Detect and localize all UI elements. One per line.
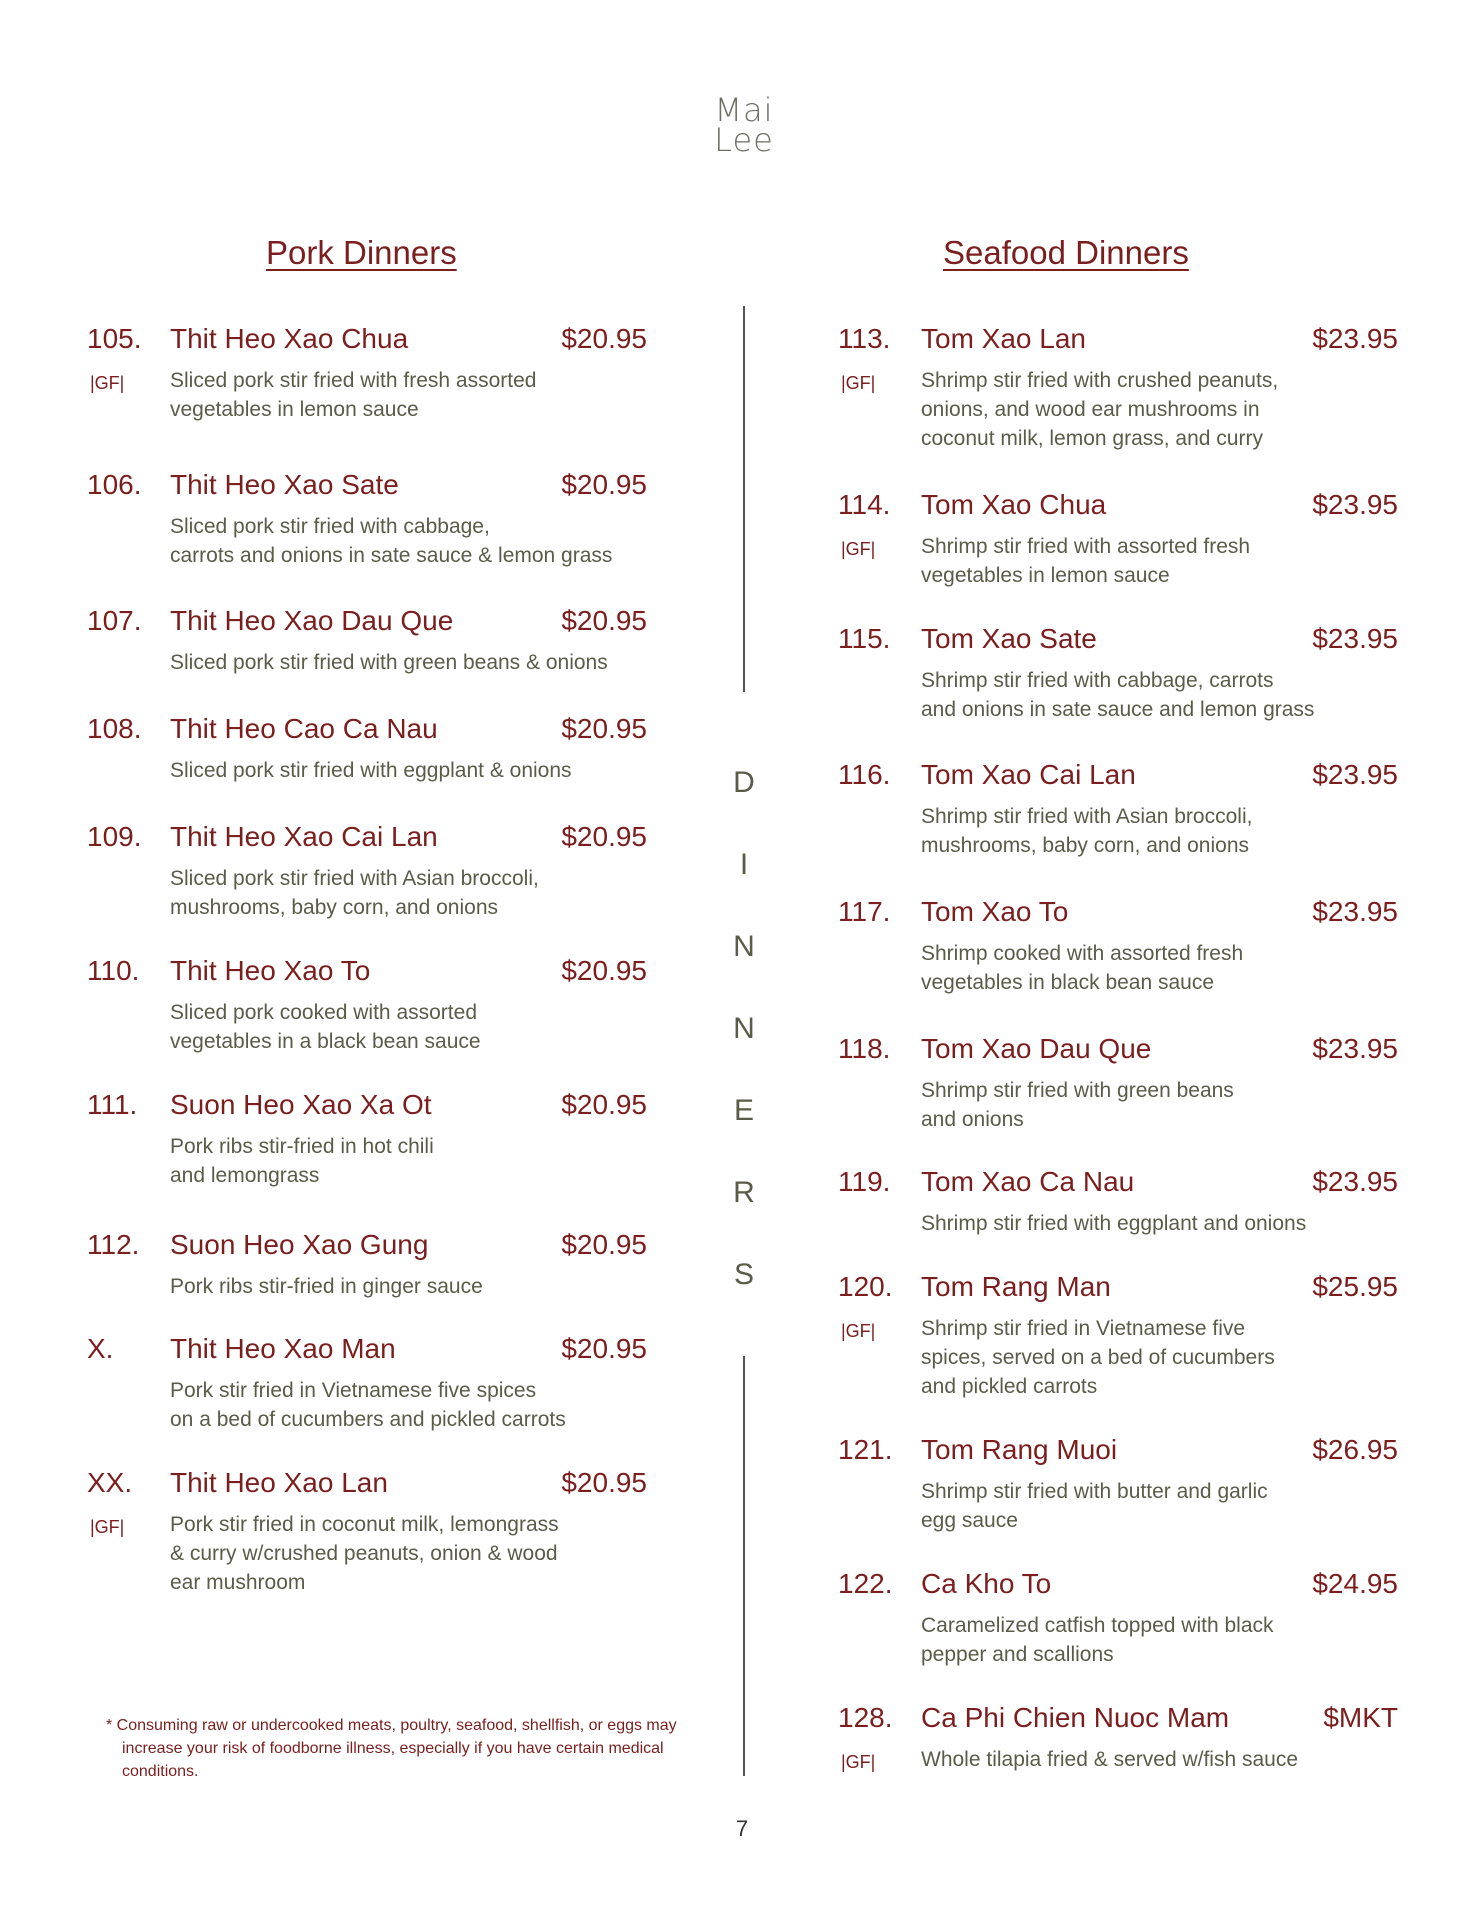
menu-item-description: Shrimp stir fried with eggplant and onions (921, 1212, 1307, 1235)
page-number: 7 (735, 1816, 749, 1841)
menu-item-description: Whole tilapia fried & served w/fish sauce (921, 1748, 1299, 1771)
menu-item-number: 122. (838, 1568, 893, 1599)
menu-item-price: $23.95 (1312, 623, 1398, 654)
gluten-free-badge: |GF| (841, 1321, 876, 1341)
menu-item-price: $20.95 (561, 713, 647, 744)
seafood-section-title: Seafood Dinners (943, 234, 1189, 271)
menu-item-description: Caramelized catfish topped with black pepper and scallions (921, 1614, 1274, 1666)
menu-item-name: Thit Heo Xao Cai Lan (170, 821, 438, 852)
menu-item-price: $20.95 (561, 1333, 647, 1364)
menu-item-number: XX. (87, 1467, 133, 1498)
menu-item-description: Shrimp stir fried with Asian broccoli, mushrooms, baby corn, and onions (921, 805, 1253, 857)
menu-item-price: $20.95 (561, 1089, 647, 1120)
vertical-letter: S (733, 1258, 754, 1291)
menu-item-description: Sliced pork cooked with assorted vegetables in a black bean sauce (170, 1001, 481, 1053)
menu-item-price: $20.95 (561, 1467, 647, 1498)
pork-section-title: Pork Dinners (266, 234, 457, 271)
menu-item-number: 108. (87, 713, 142, 744)
menu-item-price: $MKT (1323, 1702, 1398, 1733)
divider-line-top (743, 306, 745, 692)
menu-item-description: Shrimp stir fried with assorted fresh vegetables in lemon sauce (921, 535, 1251, 587)
gluten-free-badge: |GF| (841, 539, 876, 559)
vertical-letter: E (733, 1094, 754, 1127)
menu-item-description: Sliced pork stir fried with fresh assorted vegetables in lemon sauce (170, 369, 537, 421)
menu-item-name: Thit Heo Xao Man (170, 1333, 396, 1364)
menu-item-price: $24.95 (1312, 1568, 1398, 1599)
menu-item-name: Ca Phi Chien Nuoc Mam (921, 1702, 1230, 1733)
menu-item-number: X. (87, 1333, 114, 1364)
menu-item-description: Shrimp stir fried with green beans and onions (921, 1079, 1234, 1131)
menu-item-name: Ca Kho To (921, 1568, 1052, 1599)
logo-line-1: Mai (714, 91, 774, 129)
menu-item-price: $20.95 (561, 605, 647, 636)
menu-item-number: 107. (87, 605, 142, 636)
menu-item-number: 118. (838, 1033, 891, 1064)
menu-item-number: 106. (87, 469, 142, 500)
menu-item-description: Shrimp stir fried with crushed peanuts, onions, and wood ear mushrooms in coconut milk, lemon grass, and curry (921, 369, 1279, 450)
vertical-letter: N (733, 1012, 755, 1045)
menu-item-description: Shrimp stir fried with cabbage, carrots and onions in sate sauce and lemon grass (921, 669, 1315, 721)
menu-item-description: Sliced pork stir fried with eggplant & onions (170, 759, 572, 782)
menu-item-price: $20.95 (561, 1229, 647, 1260)
menu-item-name: Tom Xao Lan (921, 323, 1086, 354)
vertical-letter: N (733, 930, 755, 963)
menu-item-number: 115. (838, 623, 891, 654)
menu-item-name: Thit Heo Xao Dau Que (170, 605, 454, 636)
menu-item-number: 105. (87, 323, 142, 354)
menu-item-number: 116. (838, 759, 891, 790)
menu-item-price: $23.95 (1312, 759, 1398, 790)
food-safety-disclaimer: * Consuming raw or undercooked meats, poultry, seafood, shellfish, or eggs may increase your risk of foodborne illness, especially if you have certain medical conditions. (106, 1717, 677, 1780)
menu-item-description: Sliced pork stir fried with green beans & onions (170, 651, 608, 674)
vertical-letter: D (733, 766, 755, 799)
menu-item-name: Tom Rang Muoi (921, 1434, 1118, 1465)
menu-item-description: Shrimp cooked with assorted fresh vegetables in black bean sauce (921, 942, 1244, 994)
menu-item-description: Sliced pork stir fried with cabbage, carrots and onions in sate sauce & lemon grass (170, 515, 613, 567)
gluten-free-badge: |GF| (90, 373, 125, 393)
menu-item-name: Tom Xao Chua (921, 489, 1107, 520)
menu-item-number: 121. (838, 1434, 893, 1465)
menu-item-price: $20.95 (561, 323, 647, 354)
menu-item-price: $23.95 (1312, 323, 1398, 354)
menu-item-name: Suon Heo Xao Xa Ot (170, 1089, 432, 1120)
menu-item-number: 119. (838, 1166, 891, 1197)
menu-item-price: $23.95 (1312, 1033, 1398, 1064)
menu-item-price: $25.95 (1312, 1271, 1398, 1302)
vertical-letter: R (733, 1176, 755, 1209)
menu-item-price: $23.95 (1312, 1166, 1398, 1197)
gluten-free-badge: |GF| (841, 1752, 876, 1772)
gluten-free-badge: |GF| (90, 1517, 125, 1537)
menu-item-number: 114. (838, 489, 891, 520)
menu-item-name: Thit Heo Cao Ca Nau (170, 713, 438, 744)
menu-item-name: Thit Heo Xao Chua (170, 323, 409, 354)
menu-item-description: Pork ribs stir-fried in hot chili and lemongrass (170, 1135, 434, 1187)
menu-item-number: 120. (838, 1271, 893, 1302)
menu-item-number: 109. (87, 821, 142, 852)
menu-item-price: $23.95 (1312, 896, 1398, 927)
menu-item-name: Tom Xao Sate (921, 623, 1097, 654)
menu-item-name: Tom Rang Man (921, 1271, 1111, 1302)
menu-item-price: $20.95 (561, 955, 647, 986)
menu-item-description: Pork stir fried in coconut milk, lemongrass & curry w/crushed peanuts, onion & wood ear mushroom (170, 1513, 559, 1594)
vertical-dinners-label (724, 758, 764, 1332)
vertical-letter: I (739, 848, 749, 881)
menu-item-number: 117. (838, 896, 891, 927)
menu-item-name: Suon Heo Xao Gung (170, 1229, 429, 1260)
menu-item-name: Thit Heo Xao Sate (170, 469, 399, 500)
menu-item-name: Tom Xao Cai Lan (921, 759, 1136, 790)
menu-item-name: Tom Xao To (921, 896, 1069, 927)
menu-item-price: $20.95 (561, 469, 647, 500)
menu-item-number: 112. (87, 1229, 140, 1260)
divider-line-bottom (743, 1356, 745, 1776)
menu-item-name: Thit Heo Xao Lan (170, 1467, 388, 1498)
menu-item-number: 113. (838, 323, 891, 354)
menu-item-price: $26.95 (1312, 1434, 1398, 1465)
restaurant-logo (712, 91, 776, 159)
menu-item-name: Tom Xao Dau Que (921, 1033, 1152, 1064)
menu-item-description: Pork ribs stir-fried in ginger sauce (170, 1275, 483, 1298)
menu-item-description: Pork stir fried in Vietnamese five spices on a bed of cucumbers and pickled carrots (170, 1379, 566, 1431)
gluten-free-badge: |GF| (841, 373, 876, 393)
logo-line-2: Lee (714, 121, 774, 159)
menu-item-number: 111. (87, 1089, 138, 1120)
menu-item-description: Sliced pork stir fried with Asian broccoli, mushrooms, baby corn, and onions (170, 867, 539, 919)
menu-item-description: Shrimp stir fried in Vietnamese five spices, served on a bed of cucumbers and pickled carrots (921, 1317, 1275, 1398)
menu-item-number: 110. (87, 955, 140, 986)
menu-item-description: Shrimp stir fried with butter and garlic egg sauce (921, 1480, 1268, 1532)
menu-item-price: $20.95 (561, 821, 647, 852)
menu-item-name: Thit Heo Xao To (170, 955, 371, 986)
menu-item-price: $23.95 (1312, 489, 1398, 520)
menu-item-number: 128. (838, 1702, 893, 1733)
menu-item-name: Tom Xao Ca Nau (921, 1166, 1135, 1197)
